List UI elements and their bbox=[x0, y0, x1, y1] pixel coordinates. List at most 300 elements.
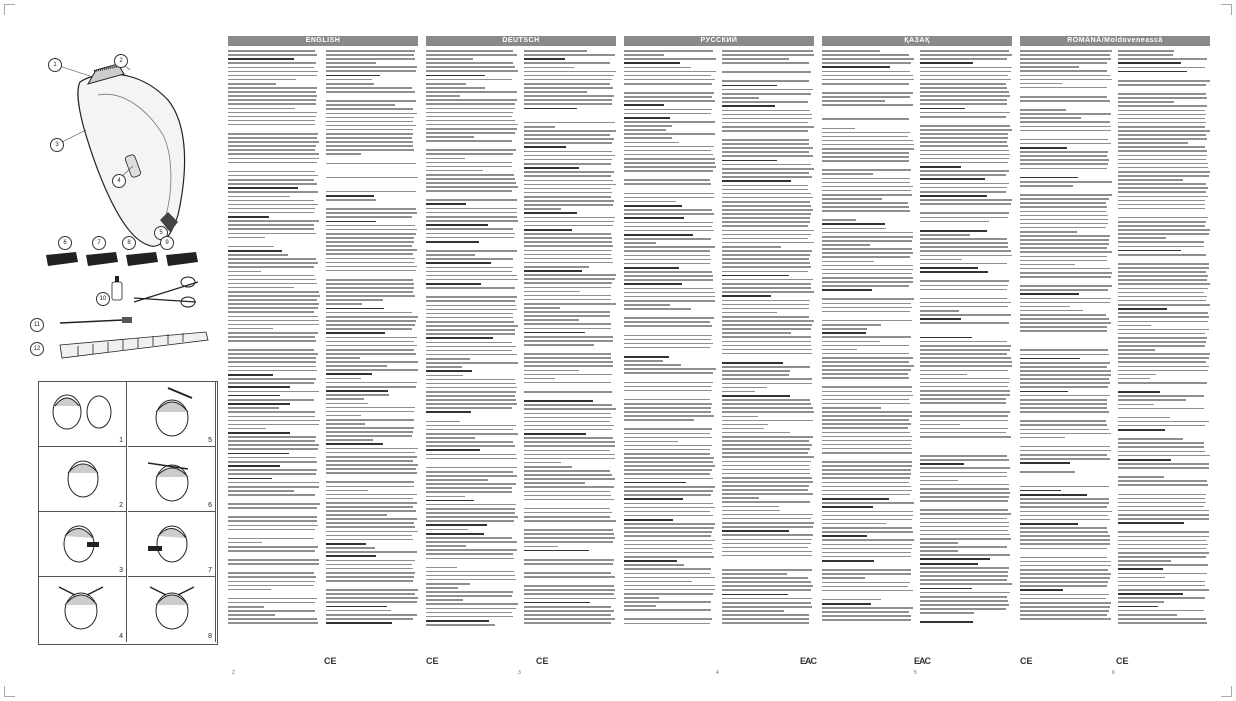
text-line bbox=[326, 199, 376, 201]
text-line bbox=[920, 162, 1008, 164]
text-line bbox=[1020, 130, 1111, 132]
text-line bbox=[326, 258, 415, 260]
text-line bbox=[524, 79, 612, 81]
text-line bbox=[228, 503, 320, 505]
text-line bbox=[524, 67, 574, 69]
text-line bbox=[822, 190, 911, 192]
text-line bbox=[1118, 506, 1204, 508]
text-line bbox=[1118, 382, 1207, 384]
text-line bbox=[920, 91, 1009, 93]
text-line bbox=[822, 66, 890, 68]
text-line bbox=[1020, 264, 1075, 266]
text-line bbox=[228, 224, 314, 226]
text-line bbox=[228, 79, 296, 81]
text-line bbox=[228, 606, 264, 608]
text-line bbox=[624, 58, 716, 60]
text-line bbox=[326, 241, 414, 243]
eac-mark: EAC bbox=[914, 656, 931, 666]
text-line bbox=[228, 200, 314, 202]
text-line bbox=[1020, 539, 1110, 541]
text-line bbox=[1020, 181, 1112, 183]
text-line bbox=[524, 299, 611, 301]
text-line bbox=[524, 537, 615, 539]
text-line bbox=[228, 87, 317, 89]
text-line bbox=[1118, 442, 1204, 444]
text-line bbox=[426, 445, 515, 447]
text-line bbox=[624, 125, 672, 127]
text-line bbox=[624, 433, 710, 435]
text-line bbox=[1118, 288, 1208, 290]
text-line bbox=[1020, 407, 1107, 409]
text-line bbox=[1020, 54, 1110, 56]
text-line bbox=[920, 484, 1009, 486]
text-line bbox=[426, 228, 513, 230]
text-line bbox=[426, 366, 462, 368]
text-line bbox=[822, 144, 914, 146]
text-line bbox=[228, 137, 317, 139]
text-line bbox=[1118, 175, 1209, 177]
text-line bbox=[920, 538, 1011, 540]
text-line bbox=[624, 415, 714, 417]
text-line bbox=[624, 75, 711, 77]
text-line bbox=[1118, 167, 1208, 169]
text-line bbox=[624, 457, 714, 459]
text-line bbox=[822, 569, 911, 571]
text-line bbox=[524, 353, 611, 355]
text-line bbox=[326, 345, 417, 347]
text-line bbox=[722, 105, 775, 107]
text-line bbox=[920, 221, 989, 223]
text-line bbox=[822, 223, 885, 225]
text-line bbox=[722, 391, 755, 393]
text-line bbox=[624, 246, 715, 248]
text-line bbox=[228, 175, 318, 177]
text-line bbox=[426, 186, 518, 188]
text-line bbox=[228, 120, 315, 122]
text-line bbox=[524, 167, 579, 169]
text-line bbox=[228, 62, 316, 64]
text-line bbox=[822, 357, 913, 359]
text-line bbox=[1020, 450, 1111, 452]
text-line bbox=[722, 395, 790, 397]
text-line bbox=[722, 497, 759, 499]
head-back-icon bbox=[39, 382, 125, 444]
text-line bbox=[624, 271, 712, 273]
text-line bbox=[426, 346, 516, 348]
text-line bbox=[326, 622, 392, 624]
text-line bbox=[722, 291, 814, 293]
text-line bbox=[326, 66, 417, 68]
text-line bbox=[920, 526, 1009, 528]
text-line bbox=[920, 280, 1009, 282]
text-line bbox=[426, 545, 466, 547]
text-line bbox=[920, 386, 1008, 388]
text-line bbox=[722, 555, 812, 557]
text-line bbox=[426, 54, 517, 56]
text-line bbox=[426, 354, 517, 356]
text-line bbox=[920, 432, 1006, 434]
text-line bbox=[426, 254, 475, 256]
text-line bbox=[426, 558, 514, 560]
text-line bbox=[722, 432, 790, 434]
text-line bbox=[524, 408, 616, 410]
text-line bbox=[426, 300, 515, 302]
text-line bbox=[624, 335, 712, 337]
text-line bbox=[524, 163, 611, 165]
text-line bbox=[426, 140, 512, 142]
text-line bbox=[722, 258, 809, 260]
text-line bbox=[624, 250, 710, 252]
text-line bbox=[326, 490, 368, 492]
page-number: 3 bbox=[518, 670, 521, 676]
text-line bbox=[426, 383, 516, 385]
text-line bbox=[920, 87, 1007, 89]
text-line bbox=[1020, 573, 1111, 575]
text-line bbox=[326, 50, 415, 52]
text-line bbox=[624, 96, 712, 98]
text-line bbox=[624, 356, 669, 358]
text-line bbox=[524, 516, 610, 518]
text-line bbox=[426, 370, 472, 372]
text-line bbox=[524, 266, 589, 268]
text-line bbox=[722, 71, 811, 73]
text-line bbox=[228, 54, 317, 56]
text-line bbox=[326, 394, 389, 396]
text-line bbox=[524, 370, 579, 372]
text-line bbox=[426, 190, 512, 192]
text-line bbox=[1020, 58, 1111, 60]
text-line bbox=[722, 374, 789, 376]
text-line bbox=[1020, 511, 1112, 513]
text-line bbox=[822, 173, 873, 175]
text-line bbox=[524, 188, 611, 190]
crop-mark bbox=[1221, 4, 1232, 15]
text-line bbox=[426, 178, 515, 180]
callout-badge: 2 bbox=[114, 54, 128, 68]
text-line bbox=[624, 573, 710, 575]
text-line bbox=[822, 611, 909, 613]
text-line bbox=[326, 593, 415, 595]
text-line bbox=[822, 96, 910, 98]
text-line bbox=[1118, 71, 1187, 73]
text-line bbox=[920, 50, 1009, 52]
text-line bbox=[228, 416, 315, 418]
text-line bbox=[624, 205, 682, 207]
text-line bbox=[524, 91, 587, 93]
text-line bbox=[722, 345, 811, 347]
text-line bbox=[228, 58, 294, 60]
text-line bbox=[722, 551, 812, 553]
text-line bbox=[722, 485, 809, 487]
text-line bbox=[524, 332, 585, 334]
text-line bbox=[722, 201, 810, 203]
text-line bbox=[624, 62, 680, 64]
text-line bbox=[1118, 292, 1204, 294]
text-line bbox=[822, 560, 874, 562]
text-line bbox=[228, 473, 316, 475]
text-line bbox=[822, 523, 886, 525]
text-line bbox=[426, 271, 512, 273]
text-line bbox=[1118, 514, 1209, 516]
text-line bbox=[524, 520, 616, 522]
text-line bbox=[524, 593, 614, 595]
text-line bbox=[326, 614, 417, 616]
text-line bbox=[920, 298, 1007, 300]
text-line bbox=[822, 535, 867, 537]
text-line bbox=[624, 403, 712, 405]
text-line bbox=[822, 395, 913, 397]
text-line bbox=[1020, 256, 1107, 258]
text-line bbox=[426, 83, 466, 85]
text-line bbox=[228, 378, 316, 380]
head-back-icon bbox=[39, 447, 125, 509]
text-line bbox=[1020, 519, 1110, 521]
text-line bbox=[1118, 321, 1208, 323]
text-line bbox=[1020, 569, 1108, 571]
text-line bbox=[624, 360, 663, 362]
text-line bbox=[920, 436, 1011, 438]
text-line bbox=[1118, 191, 1206, 193]
text-line bbox=[426, 58, 473, 60]
text-line bbox=[426, 208, 517, 210]
text-line bbox=[1118, 601, 1164, 603]
text-line bbox=[920, 500, 1008, 502]
text-line bbox=[326, 460, 413, 462]
text-line bbox=[822, 277, 913, 279]
step-illustration bbox=[39, 577, 127, 642]
text-line bbox=[822, 361, 909, 363]
text-line bbox=[1118, 183, 1206, 185]
text-line bbox=[920, 542, 958, 544]
text-line bbox=[624, 503, 713, 505]
text-line bbox=[822, 573, 911, 575]
text-line bbox=[1118, 142, 1188, 144]
text-line bbox=[426, 487, 512, 489]
text-line bbox=[426, 567, 457, 569]
text-line bbox=[524, 576, 615, 578]
text-line bbox=[524, 126, 555, 128]
text-line bbox=[920, 285, 1008, 287]
text-line bbox=[1118, 267, 1209, 269]
text-line bbox=[722, 469, 810, 471]
text-line bbox=[1118, 421, 1209, 423]
text-line bbox=[326, 369, 418, 371]
text-line bbox=[722, 287, 811, 289]
text-line bbox=[624, 461, 713, 463]
text-line bbox=[426, 132, 515, 134]
text-line bbox=[920, 250, 1011, 252]
text-line bbox=[624, 142, 679, 144]
text-line bbox=[722, 543, 811, 545]
text-line bbox=[326, 522, 414, 524]
text-line bbox=[722, 428, 764, 430]
text-line bbox=[920, 158, 1009, 160]
text-line bbox=[1118, 208, 1205, 210]
text-line bbox=[1118, 296, 1207, 298]
text-line bbox=[1118, 84, 1206, 86]
text-line bbox=[920, 579, 1007, 581]
text-line bbox=[1020, 374, 1111, 376]
callout-badge: 4 bbox=[112, 174, 126, 188]
text-line bbox=[1118, 378, 1150, 380]
text-line bbox=[228, 183, 317, 185]
text-line bbox=[920, 306, 1008, 308]
text-line bbox=[624, 150, 711, 152]
text-line bbox=[326, 589, 418, 591]
text-line bbox=[920, 75, 1008, 77]
text-line bbox=[624, 283, 682, 285]
callout-badge: 6 bbox=[58, 236, 72, 250]
text-line bbox=[524, 237, 612, 239]
text-line bbox=[920, 424, 960, 426]
text-line bbox=[228, 262, 318, 264]
text-line bbox=[722, 114, 812, 116]
text-line bbox=[822, 232, 913, 234]
text-line bbox=[1020, 96, 1107, 98]
text-line bbox=[722, 279, 813, 281]
text-line bbox=[920, 255, 1012, 257]
text-line bbox=[1020, 211, 1106, 213]
text-line bbox=[920, 550, 958, 552]
text-line bbox=[426, 375, 463, 377]
text-line bbox=[426, 583, 470, 585]
text-line bbox=[722, 341, 811, 343]
text-line bbox=[426, 512, 515, 514]
text-line bbox=[722, 101, 808, 103]
text-line bbox=[822, 285, 909, 287]
text-line bbox=[1118, 597, 1205, 599]
text-line bbox=[426, 112, 513, 114]
text-line bbox=[228, 424, 319, 426]
step-number: 7 bbox=[208, 567, 212, 574]
text-line bbox=[822, 531, 913, 533]
text-line bbox=[228, 187, 298, 189]
text-line bbox=[1118, 316, 1209, 318]
text-line bbox=[524, 122, 615, 124]
text-line bbox=[920, 402, 1006, 404]
text-line bbox=[228, 420, 320, 422]
text-line bbox=[1020, 251, 1112, 253]
text-line bbox=[624, 129, 666, 131]
text-line bbox=[326, 407, 415, 409]
text-line bbox=[722, 308, 809, 310]
text-line bbox=[228, 395, 280, 397]
text-line bbox=[426, 403, 517, 405]
text-line bbox=[822, 552, 911, 554]
text-line bbox=[524, 433, 586, 435]
text-line bbox=[722, 246, 781, 248]
text-line bbox=[920, 187, 1007, 189]
text-line bbox=[624, 597, 659, 599]
text-line bbox=[624, 511, 710, 513]
text-line bbox=[426, 91, 517, 93]
text-line bbox=[228, 448, 318, 450]
text-line bbox=[920, 463, 964, 465]
text-line bbox=[228, 494, 315, 496]
text-line bbox=[1020, 543, 1110, 545]
text-line bbox=[524, 323, 611, 325]
text-line bbox=[326, 283, 414, 285]
text-line bbox=[326, 216, 412, 218]
text-line bbox=[1020, 498, 1109, 500]
text-line bbox=[722, 481, 813, 483]
text-line bbox=[1020, 322, 1111, 324]
callout-badge: 8 bbox=[122, 236, 136, 250]
text-line bbox=[920, 374, 967, 376]
text-line bbox=[822, 386, 912, 388]
text-line bbox=[822, 440, 912, 442]
text-line bbox=[920, 558, 990, 560]
text-line bbox=[624, 623, 710, 625]
text-line bbox=[326, 299, 383, 301]
text-line bbox=[326, 121, 413, 123]
text-line bbox=[326, 514, 387, 516]
text-line bbox=[1020, 159, 1109, 161]
text-line bbox=[920, 575, 1008, 577]
text-line bbox=[1118, 312, 1208, 314]
text-line bbox=[822, 261, 874, 263]
text-line bbox=[624, 113, 711, 115]
text-line bbox=[624, 453, 710, 455]
text-line bbox=[228, 279, 316, 281]
text-line bbox=[228, 95, 317, 97]
text-line bbox=[228, 133, 318, 135]
text-line bbox=[228, 303, 319, 305]
text-line bbox=[524, 258, 612, 260]
text-line bbox=[1020, 243, 1109, 245]
text-line bbox=[326, 601, 417, 603]
text-line bbox=[326, 125, 416, 127]
text-line bbox=[822, 365, 914, 367]
text-line bbox=[228, 179, 314, 181]
section-header: ENGLISH bbox=[228, 36, 418, 46]
text-line bbox=[228, 546, 318, 548]
text-line bbox=[1118, 349, 1155, 351]
text-line bbox=[822, 136, 908, 138]
text-line bbox=[822, 448, 912, 450]
text-line bbox=[1118, 581, 1205, 583]
text-line bbox=[920, 246, 1008, 248]
text-line bbox=[920, 357, 1011, 359]
text-line bbox=[920, 353, 1007, 355]
text-line bbox=[624, 494, 711, 496]
text-line bbox=[524, 610, 614, 612]
text-line bbox=[1118, 254, 1206, 256]
text-line bbox=[1020, 548, 1107, 550]
text-line bbox=[624, 339, 711, 341]
text-line bbox=[1020, 420, 1106, 422]
text-line bbox=[524, 75, 614, 77]
text-line bbox=[822, 156, 909, 158]
text-line bbox=[228, 141, 319, 143]
text-line bbox=[822, 473, 911, 475]
text-line bbox=[624, 609, 711, 611]
text-line bbox=[228, 391, 319, 393]
text-line bbox=[1118, 333, 1205, 335]
text-line bbox=[1118, 459, 1171, 461]
text-line bbox=[722, 456, 814, 458]
text-line bbox=[228, 196, 290, 198]
text-line bbox=[920, 604, 1009, 606]
text-line bbox=[1020, 206, 1107, 208]
text-line bbox=[524, 328, 611, 330]
text-line bbox=[426, 174, 514, 176]
text-line bbox=[822, 256, 910, 258]
text-line bbox=[920, 108, 965, 110]
text-line bbox=[920, 563, 978, 565]
text-line bbox=[624, 230, 714, 232]
text-line bbox=[1020, 378, 1109, 380]
